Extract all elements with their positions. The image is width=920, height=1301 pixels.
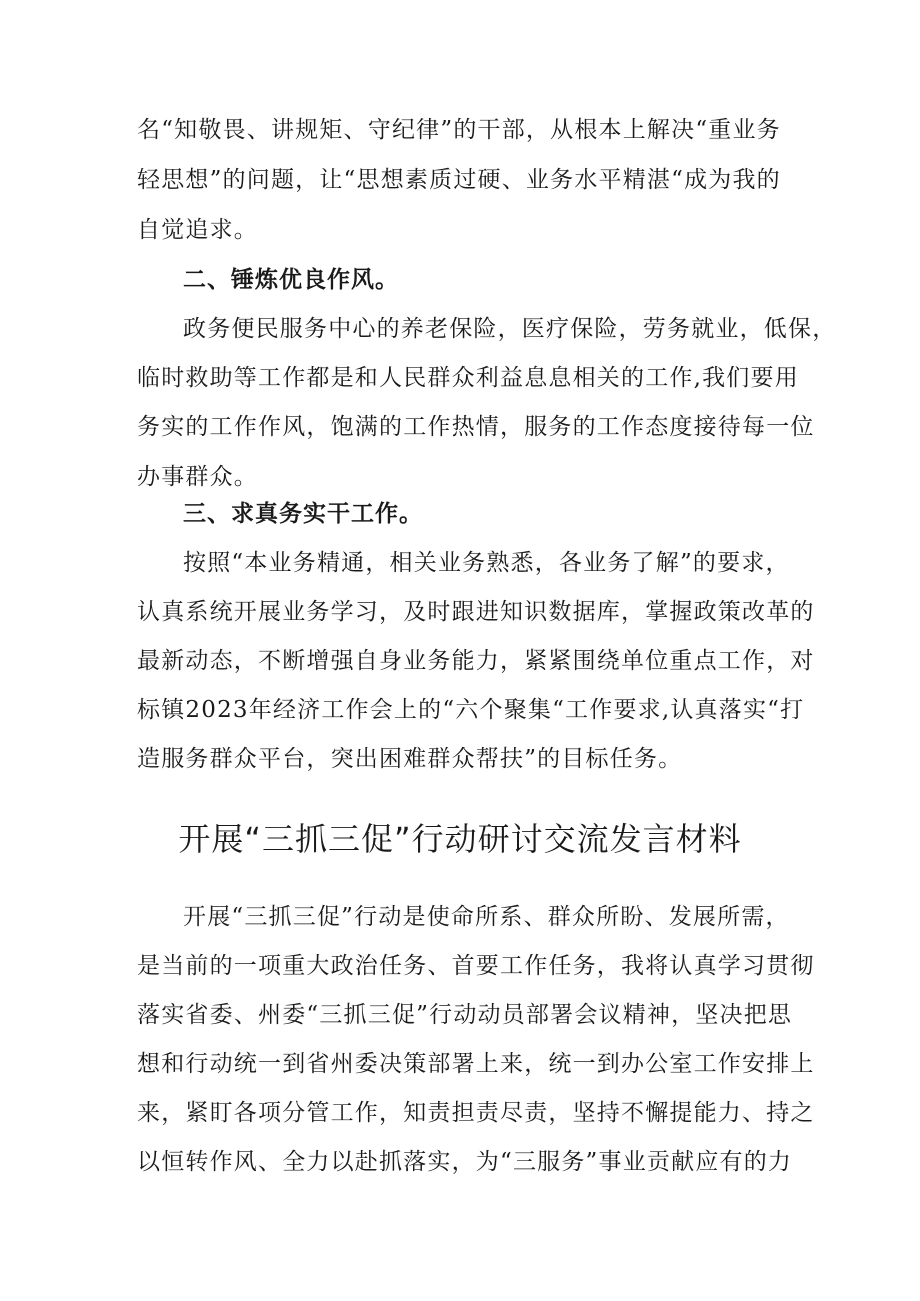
paragraph-line: 轻思想”的问题，让“思想素质过硬、业务水平精湛“成为我的 (137, 167, 781, 193)
paragraph-line: 名“知敬畏、讲规矩、守纪律”的干部，从根本上解决“重业务 (137, 117, 781, 143)
section-heading: 二、锤炼优良作风。 (183, 267, 399, 293)
paragraph-line: 务实的工作作风，饱满的工作热情，服务的工作态度接待每一位 (137, 414, 815, 440)
paragraph-line: 以恒转作风、全力以赴抓落实，为“三服务”事业贡献应有的力 (137, 1149, 793, 1175)
paragraph-line: 落实省委、州委“三抓三促”行动动员部署会议精神，坚决把思 (137, 1002, 793, 1028)
paragraph-line: 政务便民服务中心的养老保险，医疗保险，劳务就业，低保， (183, 316, 837, 342)
paragraph-line: 是当前的一项重大政治任务、首要工作任务，我将认真学习贯彻 (137, 953, 815, 979)
paragraph-line: 最新动态，不断增强自身业务能力，紧紧围绕单位重点工作，对 (137, 648, 815, 674)
paragraph-line: 临时救助等工作都是和人民群众利益息息相关的工作,我们要用 (137, 365, 799, 391)
paragraph-line: 造服务群众平台，突出困难群众帮扶”的目标任务。 (137, 746, 683, 772)
paragraph-line: 自觉追求。 (137, 217, 258, 243)
document-title: 开展“三抓三促”行动研讨交流发言材料 (178, 820, 742, 858)
paragraph-line: 想和行动统一到省州委决策部署上来，统一到办公室工作安排上 (137, 1051, 815, 1077)
paragraph-line: 标镇2023年经济工作会上的“六个聚集“工作要求,认真落实“打 (137, 697, 805, 723)
section-heading: 三、求真务实干工作。 (183, 501, 423, 527)
paragraph-line: 按照“本业务精通，相关业务熟悉，各业务了解”的要求， (183, 550, 790, 576)
paragraph-line: 办事群众。 (137, 464, 258, 490)
paragraph-line: 来，紧盯各项分管工作，知责担责尽责，坚持不懈提能力、持之 (137, 1100, 815, 1126)
paragraph-line: 开展“三抓三促”行动是使命所系、群众所盼、发展所需， (183, 904, 790, 930)
paragraph-line: 认真系统开展业务学习，及时跟进知识数据库，掌握政策改革的 (137, 599, 815, 625)
